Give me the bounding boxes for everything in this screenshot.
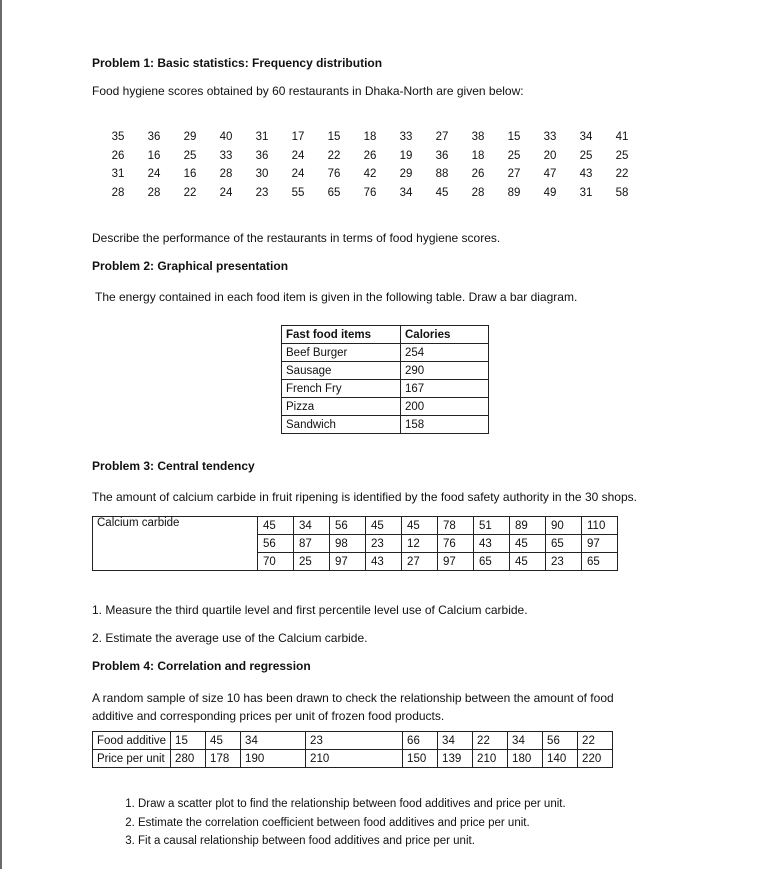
additive-cell: 34	[438, 732, 473, 750]
calories-header-row	[282, 326, 489, 344]
carbide-cell: 45	[510, 535, 546, 553]
problem3-intro: The amount of calcium carbide in fruit ripening is identified by the food safety authority in the 30 shops.	[92, 490, 637, 504]
score-cell: 22	[615, 168, 629, 181]
price-cell: 210	[473, 750, 508, 768]
food-additive-label: Food additive	[93, 732, 171, 750]
carbide-cell: 12	[402, 535, 438, 553]
carbide-cell: 89	[510, 517, 546, 535]
problem4-intro-line2: additive and corresponding prices per unit of frozen food products.	[92, 709, 445, 723]
score-cell: 25	[615, 149, 629, 162]
table-row	[282, 398, 489, 416]
carbide-cell: 34	[294, 517, 330, 535]
score-cell: 55	[291, 186, 305, 199]
score-cell: 88	[435, 168, 449, 181]
score-cell: 25	[183, 149, 197, 162]
carbide-cell: 70	[258, 553, 294, 571]
carbide-cell: 97	[438, 553, 474, 571]
carbide-cell: 25	[294, 553, 330, 571]
carbide-cell: 43	[366, 553, 402, 571]
score-cell: 28	[147, 186, 161, 199]
additive-cell: 15	[171, 732, 206, 750]
score-cell: 47	[543, 168, 557, 181]
page-left-border	[0, 0, 2, 869]
score-cell: 26	[471, 168, 485, 181]
additive-cell: 66	[403, 732, 438, 750]
scores-row	[100, 147, 640, 166]
score-cell: 22	[183, 186, 197, 199]
additive-cell: 34	[241, 732, 306, 750]
food-item-cell: Beef Burger	[282, 344, 401, 362]
carbide-cell: 65	[582, 553, 618, 571]
score-cell: 22	[327, 149, 341, 162]
score-cell: 76	[363, 186, 377, 199]
problem4-intro-line1: A random sample of size 10 has been drawn to check the relationship between the amount of food	[92, 691, 614, 705]
score-cell: 28	[219, 168, 233, 181]
additive-cell: 56	[543, 732, 578, 750]
price-cell: 139	[438, 750, 473, 768]
score-cell: 30	[255, 168, 269, 181]
score-cell: 28	[111, 186, 125, 199]
score-cell: 16	[147, 149, 161, 162]
score-cell: 29	[183, 131, 197, 144]
carbide-cell: 65	[546, 535, 582, 553]
table-row	[282, 416, 489, 434]
calories-cell: 254	[401, 344, 489, 362]
score-cell: 35	[111, 131, 125, 144]
problem3-question-2: 2. Estimate the average use of the Calcium carbide.	[92, 631, 368, 645]
carbide-cell: 97	[330, 553, 366, 571]
score-cell: 26	[363, 149, 377, 162]
carbide-cell: 23	[366, 535, 402, 553]
carbide-cell: 65	[474, 553, 510, 571]
carbide-cell: 45	[510, 553, 546, 571]
table-row	[282, 362, 489, 380]
calcium-carbide-table	[92, 516, 618, 571]
score-cell: 20	[543, 149, 557, 162]
carbide-cell: 56	[330, 517, 366, 535]
score-cell: 34	[579, 131, 593, 144]
score-cell: 31	[255, 131, 269, 144]
table-row	[282, 344, 489, 362]
score-cell: 27	[507, 168, 521, 181]
problem3-title: Problem 3: Central tendency	[92, 459, 255, 473]
header-calories: Calories	[401, 326, 489, 344]
food-item-cell: Pizza	[282, 398, 401, 416]
scores-row	[100, 184, 640, 203]
food-item-cell: Sandwich	[282, 416, 401, 434]
score-cell: 36	[147, 131, 161, 144]
calories-cell: 167	[401, 380, 489, 398]
table-row	[93, 517, 618, 535]
score-cell: 18	[471, 149, 485, 162]
carbide-cell: 51	[474, 517, 510, 535]
carbide-cell: 56	[258, 535, 294, 553]
score-cell: 16	[183, 168, 197, 181]
score-cell: 24	[291, 149, 305, 162]
score-cell: 24	[219, 186, 233, 199]
carbide-cell: 27	[402, 553, 438, 571]
calories-cell: 200	[401, 398, 489, 416]
problem4-title: Problem 4: Correlation and regression	[92, 659, 311, 673]
score-cell: 40	[219, 131, 233, 144]
score-cell: 34	[399, 186, 413, 199]
additive-cell: 34	[508, 732, 543, 750]
food-item-cell: Sausage	[282, 362, 401, 380]
price-cell: 220	[578, 750, 613, 768]
score-cell: 36	[435, 149, 449, 162]
carbide-cell: 90	[546, 517, 582, 535]
score-cell: 25	[507, 149, 521, 162]
score-cell: 28	[471, 186, 485, 199]
score-cell: 31	[579, 186, 593, 199]
score-cell: 89	[507, 186, 521, 199]
problem1-intro: Food hygiene scores obtained by 60 restaurants in Dhaka-North are given below:	[92, 84, 524, 98]
problem2-title: Problem 2: Graphical presentation	[92, 259, 289, 273]
score-cell: 15	[507, 131, 521, 144]
carbide-cell: 76	[438, 535, 474, 553]
problem1-question: Describe the performance of the restaurants in terms of food hygiene scores.	[92, 231, 501, 245]
score-cell: 43	[579, 168, 593, 181]
score-cell: 33	[399, 131, 413, 144]
price-cell: 178	[206, 750, 241, 768]
price-cell: 150	[403, 750, 438, 768]
table-row	[93, 732, 613, 750]
score-cell: 45	[435, 186, 449, 199]
carbide-cell: 45	[366, 517, 402, 535]
carbide-cell: 78	[438, 517, 474, 535]
score-cell: 26	[111, 149, 125, 162]
score-cell: 58	[615, 186, 629, 199]
carbide-cell: 87	[294, 535, 330, 553]
list-item: 1. Draw a scatter plot to find the relationship between food additives and price per unit.	[138, 795, 566, 814]
price-cell: 190	[241, 750, 306, 768]
carbide-cell: 45	[258, 517, 294, 535]
score-cell: 15	[327, 131, 341, 144]
list-item: 3. Fit a causal relationship between food additives and price per unit.	[138, 832, 566, 851]
score-cell: 31	[111, 168, 125, 181]
score-cell: 38	[471, 131, 485, 144]
score-cell: 65	[327, 186, 341, 199]
problem2-intro: The energy contained in each food item is given in the following table. Draw a bar diagram.	[95, 290, 578, 304]
table-row	[93, 750, 613, 768]
score-cell: 27	[435, 131, 449, 144]
calcium-carbide-label: Calcium carbide	[93, 517, 258, 571]
price-cell: 210	[306, 750, 403, 768]
price-cell: 280	[171, 750, 206, 768]
price-cell: 140	[543, 750, 578, 768]
score-cell: 18	[363, 131, 377, 144]
header-food-items: Fast food items	[282, 326, 401, 344]
carbide-cell: 43	[474, 535, 510, 553]
score-cell: 19	[399, 149, 413, 162]
additive-price-table	[92, 731, 613, 768]
table-row	[282, 380, 489, 398]
scores-row	[100, 128, 640, 147]
score-cell: 23	[255, 186, 269, 199]
score-cell: 24	[147, 168, 161, 181]
score-cell: 41	[615, 131, 629, 144]
calories-table	[281, 325, 489, 434]
scores-row	[100, 165, 640, 184]
carbide-cell: 98	[330, 535, 366, 553]
problem3-question-1: 1. Measure the third quartile level and first percentile level use of Calcium carbide.	[92, 603, 528, 617]
score-cell: 49	[543, 186, 557, 199]
score-cell: 33	[219, 149, 233, 162]
carbide-cell: 23	[546, 553, 582, 571]
score-cell: 76	[327, 168, 341, 181]
calories-cell: 158	[401, 416, 489, 434]
hygiene-scores-grid	[100, 128, 640, 202]
score-cell: 42	[363, 168, 377, 181]
carbide-cell: 110	[582, 517, 618, 535]
additive-cell: 22	[578, 732, 613, 750]
score-cell: 36	[255, 149, 269, 162]
score-cell: 24	[291, 168, 305, 181]
list-item: 2. Estimate the correlation coefficient between food additives and price per unit.	[138, 814, 566, 833]
calories-cell: 290	[401, 362, 489, 380]
additive-cell: 23	[306, 732, 403, 750]
score-cell: 17	[291, 131, 305, 144]
score-cell: 29	[399, 168, 413, 181]
price-cell: 180	[508, 750, 543, 768]
carbide-cell: 97	[582, 535, 618, 553]
additive-cell: 22	[473, 732, 508, 750]
problem1-title: Problem 1: Basic statistics: Frequency distribution	[92, 56, 383, 70]
score-cell: 33	[543, 131, 557, 144]
food-item-cell: French Fry	[282, 380, 401, 398]
price-per-unit-label: Price per unit	[93, 750, 171, 768]
score-cell: 25	[579, 149, 593, 162]
additive-cell: 45	[206, 732, 241, 750]
carbide-cell: 45	[402, 517, 438, 535]
problem4-questions	[112, 795, 566, 851]
